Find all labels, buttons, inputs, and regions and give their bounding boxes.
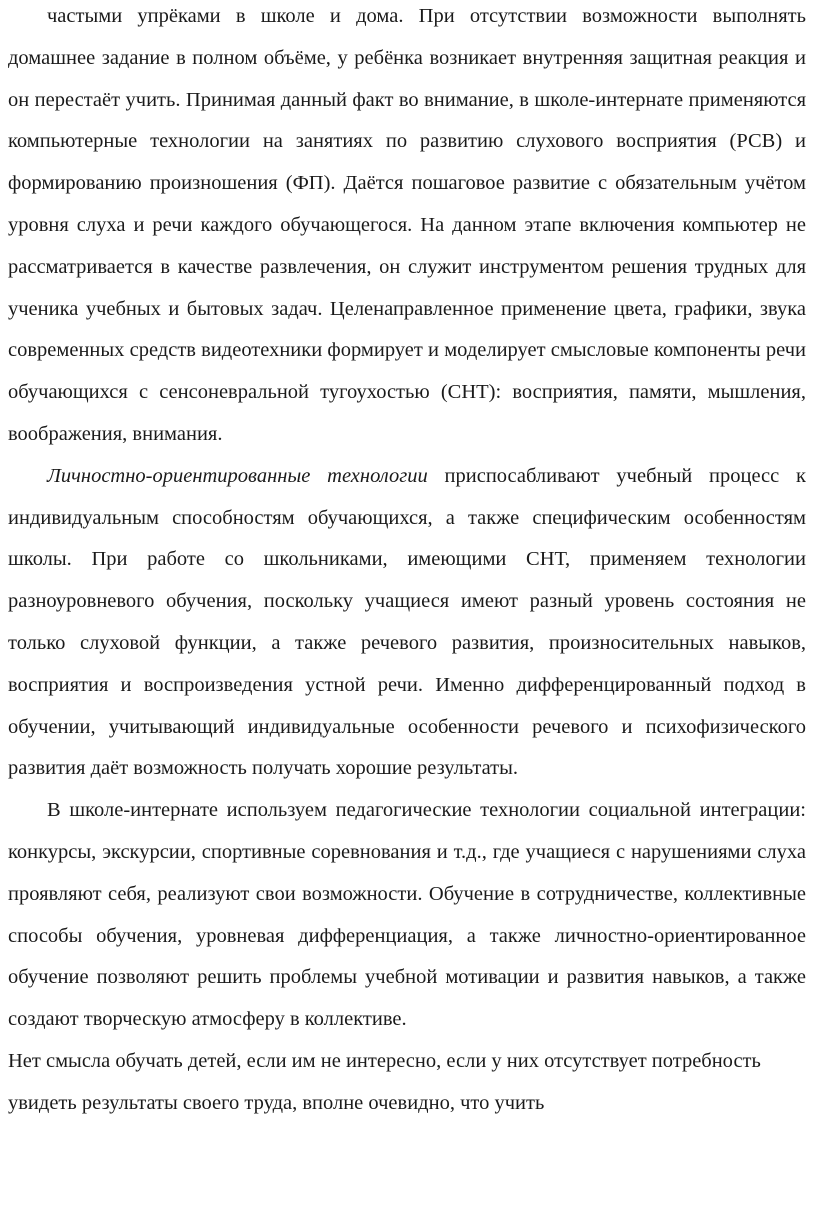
- paragraph-text: Нет смысла обучать детей, если им не интересно, если у них отсутствует потребность увидеть результаты своего труда, вполне очевидно, что учить: [8, 1049, 761, 1114]
- paragraph-personal-oriented-technologies: [8, 456, 806, 790]
- paragraph-text: приспосабливают учебный процесс к индивидуальным способностям обучающихся, а также специфическим особенностям школы. При работе со школьниками, имеющими СНТ, применяем технологии разноуровневого обучения, поскольку учащиеся имеют разный уровень состояния не только слуховой функции, а также речевого развития, произносительных навыков, восприятия и воспроизведения устной речи. Именно дифференцированный подход в обучении, учитывающий индивидуальные особенности речевого и психофизического развития даёт возможность получать хорошие результаты.: [8, 464, 806, 780]
- paragraph-lead-italic: Личностно-ориентированные технологии: [47, 464, 428, 487]
- paragraph-text: В школе-интернате используем педагогические технологии социальной интеграции: конкурсы, экскурсии, спортивные соревнования и т.д., где учащиеся с нарушениями слуха проявляют себя, реализуют свои возможности. Обучение в сотрудничестве, коллективные способы обучения, уровневая дифференциация, а также личностно-ориентированное обучение позволяют решить проблемы учебной мотивации и развития навыков, а также создают творческую атмосферу в коллективе.: [8, 799, 806, 1031]
- paragraph-text: частыми упрёками в школе и дома. При отсутствии возможности выполнять домашнее задание в полном объёме, у ребёнка возникает внутренняя защитная реакция и он перестаёт учить. Принимая данный факт во внимание, в школе-интернате применяются компьютерные технологии на занятиях по развитию слухового восприятия (РСВ) и формированию произношения (ФП). Даётся пошаговое развитие с обязательным учётом уровня слуха и речи каждого обучающегося. На данном этапе включения компьютер не рассматривается в качестве развлечения, он служит инструментом решения трудных для ученика учебных и бытовых задач. Целенаправленное применение цвета, графики, звука современных средств видеотехники формирует и моделирует смысловые компоненты речи обучающихся с сенсоневральной тугоухостью (СНТ): восприятия, памяти, мышления, воображения, внимания.: [8, 5, 806, 445]
- paragraph-motivation: [8, 1041, 806, 1125]
- paragraph-social-integration: [8, 790, 806, 1041]
- paragraph-computer-technologies: [8, 0, 806, 456]
